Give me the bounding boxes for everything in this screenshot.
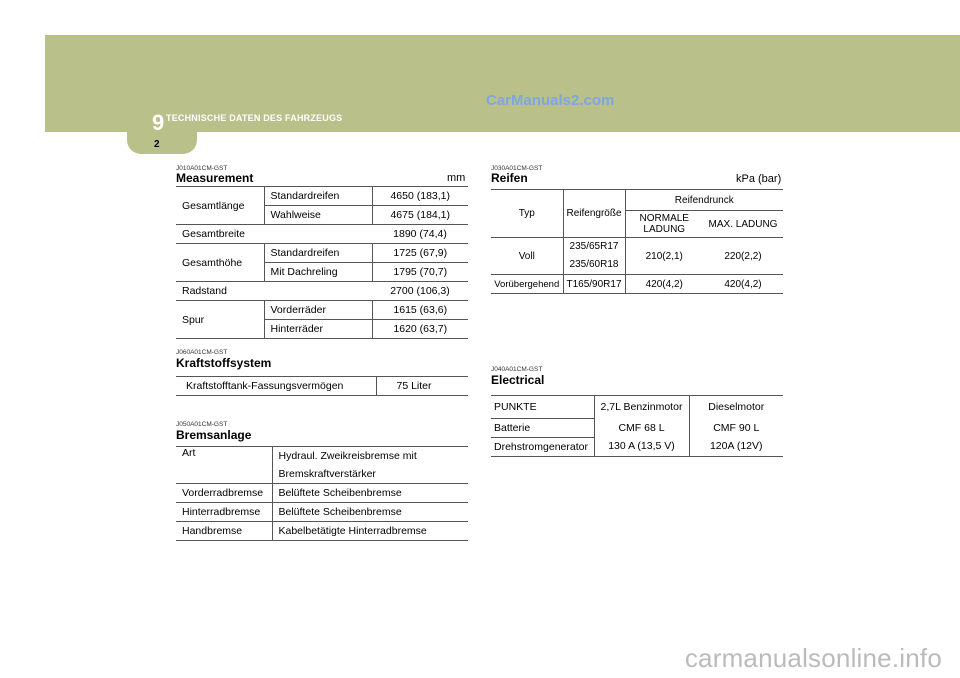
cell: 220(2,2) (703, 238, 783, 275)
cell: Reifendrunck (625, 190, 783, 211)
cell: 420(4,2) (625, 275, 703, 294)
cell: CMF 90 L (689, 418, 783, 437)
cell: Wahlweise (264, 206, 372, 225)
cell: Dieselmotor (689, 396, 783, 419)
cell: 420(4,2) (703, 275, 783, 294)
electrical-table (491, 395, 783, 457)
fuel-title: Kraftstoffsystem (176, 356, 272, 370)
tire-size-1: 235/65R17 (569, 241, 619, 252)
fuel-table (176, 376, 468, 396)
chapter-number: 9 (152, 110, 165, 135)
brakes-title: Bremsanlage (176, 428, 252, 442)
cell: Bremskraftverstärker (272, 465, 468, 484)
cell: Gesamthöhe (176, 244, 264, 282)
measurement-unit: mm (447, 172, 466, 184)
cell: 130 A (13,5 V) (594, 437, 689, 456)
cell: NORMALE LADUNG (625, 211, 703, 238)
tire-size-2: 235/60R18 (569, 259, 619, 270)
cell: Belüftete Scheibenbremse (272, 503, 468, 522)
tires-table (491, 189, 783, 294)
cell: 4675 (184,1) (372, 206, 468, 225)
cell: Gesamtbreite (176, 225, 372, 244)
cell: Kabelbetätigte Hinterradbremse (272, 522, 468, 541)
cell: Vorderräder (264, 301, 372, 320)
cell: Batterie (491, 418, 594, 437)
cell: Art (176, 447, 272, 466)
cell: 210(2,1) (625, 238, 703, 275)
cell: Handbremse (176, 522, 272, 541)
electrical-code: J040A01CM-GST (491, 366, 543, 373)
cell: 75 Liter (376, 377, 468, 396)
cell: Vorderradbremse (176, 484, 272, 503)
electrical-title: Electrical (491, 373, 545, 387)
tires-title: Reifen (491, 171, 528, 185)
cell: Voll (491, 238, 563, 275)
cell: 120A (12V) (689, 437, 783, 456)
footer-watermark[interactable]: carmanualsonline.info (684, 643, 942, 673)
cell: Belüftete Scheibenbremse (272, 484, 468, 503)
cell: Reifengröße (563, 190, 625, 238)
page-number: 2 (154, 139, 160, 150)
cell: Drehstromgenerator (491, 437, 594, 456)
cell: Vorübergehend (491, 275, 563, 294)
cell: 1795 (70,7) (372, 263, 468, 282)
cell: Radstand (176, 282, 372, 301)
cell: 2,7L Benzinmotor (594, 396, 689, 419)
cell: 1620 (63,7) (372, 320, 468, 339)
cell: CMF 68 L (594, 418, 689, 437)
watermark[interactable]: CarManuals2.com (486, 92, 615, 109)
cell: MAX. LADUNG (703, 211, 783, 238)
fuel-code: J060A01CM-GST (176, 349, 228, 356)
cell: T165/90R17 (563, 275, 625, 294)
cell: 1615 (63,6) (372, 301, 468, 320)
cell: 1725 (67,9) (372, 244, 468, 263)
cell: Spur (176, 301, 264, 339)
cell: Typ (491, 190, 563, 238)
measurement-title: Measurement (176, 171, 254, 185)
cell: Standardreifen (264, 244, 372, 263)
chapter-title: TECHNISCHE DATEN DES FAHRZEUGS (166, 113, 343, 123)
cell: Kraftstofftank-Fassungsvermögen (176, 377, 376, 396)
brakes-code: J050A01CM-GST (176, 421, 228, 428)
cell (176, 465, 272, 484)
cell: Mit Dachreling (264, 263, 372, 282)
tires-unit: kPa (bar) (736, 173, 782, 185)
cell: Standardreifen (264, 187, 372, 206)
measurement-table (176, 186, 468, 339)
cell: Gesamtlänge (176, 187, 264, 225)
cell: 4650 (183,1) (372, 187, 468, 206)
cell: Hinterradbremse (176, 503, 272, 522)
cell: Hinterräder (264, 320, 372, 339)
measurement-code: J010A01CM-GST (176, 165, 228, 172)
cell: 1890 (74,4) (372, 225, 468, 244)
brakes-table (176, 446, 468, 541)
cell (563, 238, 625, 275)
cell: Hydraul. Zweikreisbremse mit (272, 447, 468, 466)
cell: PUNKTE (491, 396, 594, 419)
tires-code: J030A01CM-GST (491, 165, 543, 172)
cell: 2700 (106,3) (372, 282, 468, 301)
